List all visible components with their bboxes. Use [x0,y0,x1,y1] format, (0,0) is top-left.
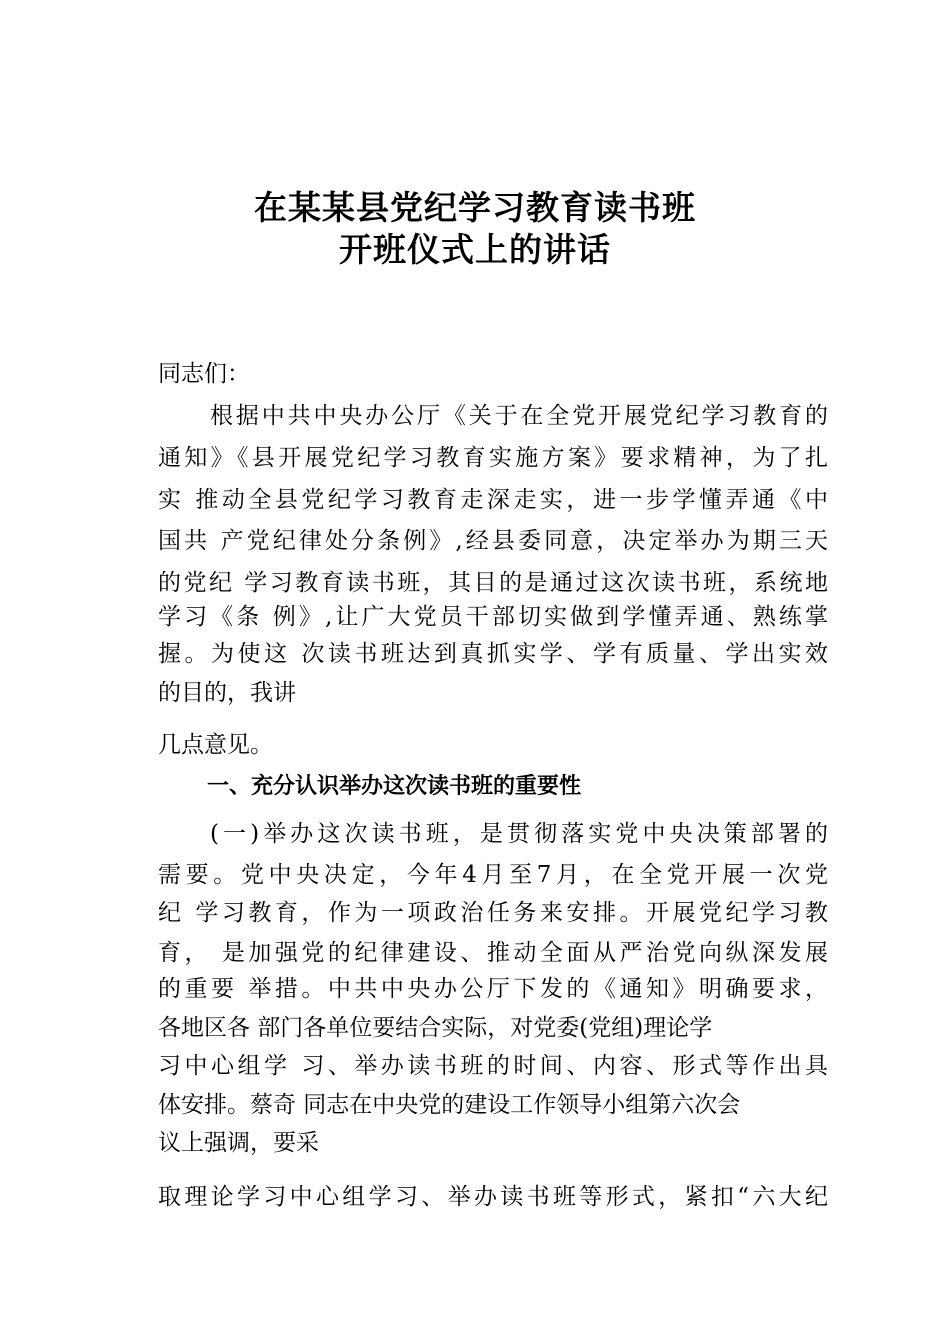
paragraph-1-line: 根据中共中央办公厅《关于在全党开展党纪学习教育的 [210,403,828,429]
salutation: 同志们： [158,361,250,387]
paragraph-1-continuation: 几点意见。 [158,732,273,758]
paragraph-1-line: 的党纪 学习教育读书班，其目的是通过这次读书班，系统地 [158,570,828,596]
document-title-line-1: 在某某县党纪学习教育读书班 [254,188,696,227]
paragraph-1-line: 学习《条 例》,让广大党员干部切实做到学懂弄通、熟练掌 [158,604,828,630]
paragraph-1-line: 实 推动全县党纪学习教育走深走实，进一步学懂弄通《中 [158,487,828,513]
paragraph-2-line: 习中心组学 习、举办读书班的时间、内容、形式等作出具 [158,1053,828,1079]
paragraph-1-line: 国共 产党纪律处分条例》,经县委同意，决定举办为期三天 [158,528,828,554]
paragraph-1-line: 握。为使这 次读书班达到真抓实学、学有质量、学出实效 [158,641,828,667]
paragraph-2-line: 各地区各 部门各单位要结合实际，对党委(党组)理论学 [158,1015,713,1041]
section-1-heading: 一、充分认识举办这次读书班的重要性 [207,774,582,799]
paragraph-2-line: 体安排。蔡奇 同志在中央党的建设工作领导小组第六次会 [158,1092,741,1118]
paragraph-2-line: 议上强调，要采 [158,1130,319,1156]
paragraph-2-continuation: 取理论学习中心组学习、举办读书班等形式，紧扣“六大纪 [158,1184,828,1210]
paragraph-1-line: 的目的，我讲 [158,680,296,706]
paragraph-2-line: (一)举办这次读书班，是贯彻落实党中央决策部署的 [210,821,828,847]
document-title-line-2: 开班仪式上的讲话 [339,230,611,269]
paragraph-2-line: 纪 学习教育，作为一项政治任务来安排。开展党纪学习教 [158,900,828,926]
paragraph-2-line: 需要。党中央决定，今年4月至7月，在全党开展一次党 [158,862,828,888]
paragraph-2-line: 育， 是加强党的纪律建设、推动全面从严治党向纵深发展 [158,940,828,966]
paragraph-2-line: 的重要 举措。中共中央办公厅下发的《通知》明确要求， [158,976,828,1002]
paragraph-1-line: 通知》《县开展党纪学习教育实施方案》要求精神，为了扎 [158,445,828,471]
